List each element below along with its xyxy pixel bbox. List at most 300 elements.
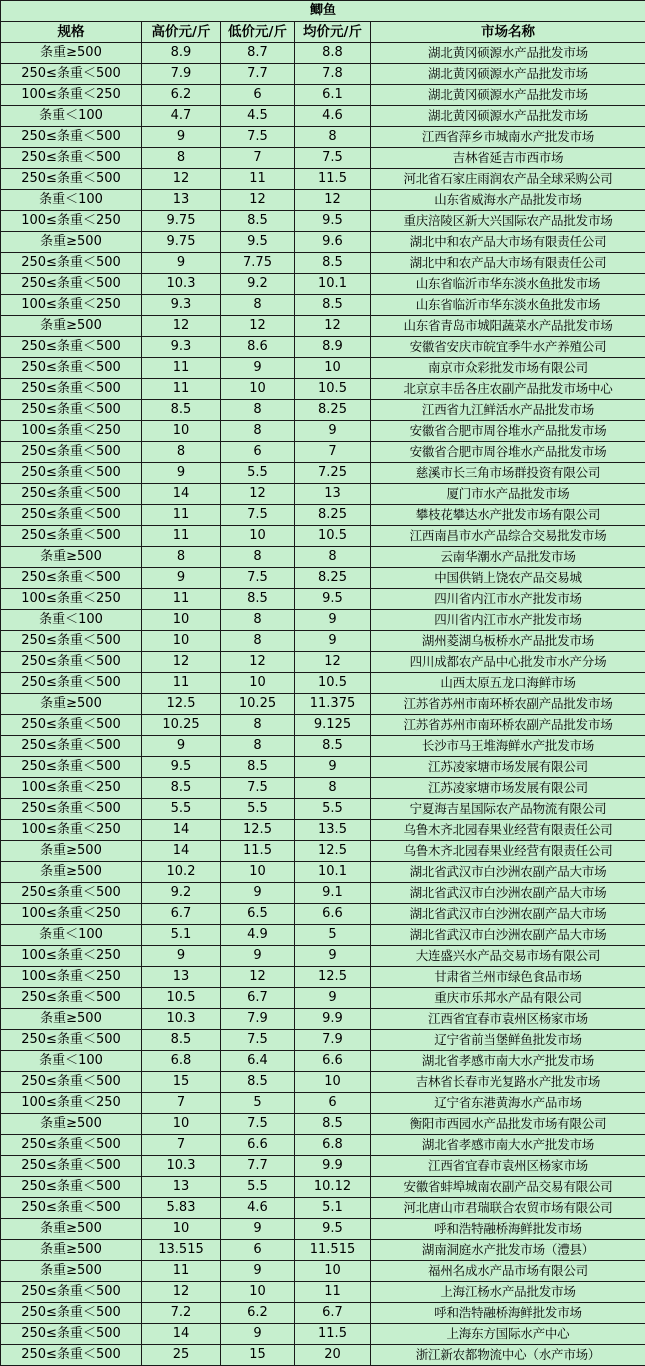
cell-market-name: 北京京丰岳各庄农副产品批发市场中心 (371, 379, 645, 400)
cell-low-price: 6.4 (221, 1051, 295, 1072)
cell-high-price: 13 (142, 190, 221, 211)
table-row (1, 1198, 645, 1219)
cell-avg-price: 7.25 (295, 463, 371, 484)
cell-spec: 250≤条重＜500 (1, 253, 142, 274)
cell-spec: 100≤条重＜250 (1, 967, 142, 988)
cell-low-price: 12 (221, 967, 295, 988)
cell-low-price: 7.5 (221, 568, 295, 589)
cell-avg-price: 6.6 (295, 904, 371, 925)
cell-low-price: 7.5 (221, 127, 295, 148)
cell-high-price: 7.2 (142, 1303, 221, 1324)
cell-high-price: 9 (142, 736, 221, 757)
cell-low-price: 6.5 (221, 904, 295, 925)
cell-low-price: 8 (221, 631, 295, 652)
cell-avg-price: 8 (295, 547, 371, 568)
cell-spec: 250≤条重＜500 (1, 1345, 142, 1366)
table-row (1, 715, 645, 736)
cell-low-price: 9 (221, 1219, 295, 1240)
cell-high-price: 11 (142, 1261, 221, 1282)
cell-spec: 250≤条重＜500 (1, 631, 142, 652)
table-row (1, 232, 645, 253)
cell-avg-price: 9 (295, 988, 371, 1009)
cell-spec: 250≤条重＜500 (1, 1135, 142, 1156)
cell-market-name: 上海东方国际水产中心 (371, 1324, 645, 1345)
cell-spec: 条重＜100 (1, 610, 142, 631)
cell-avg-price: 11.375 (295, 694, 371, 715)
table-row (1, 841, 645, 862)
cell-avg-price: 12 (295, 316, 371, 337)
cell-low-price: 5.5 (221, 1177, 295, 1198)
cell-high-price: 9 (142, 568, 221, 589)
cell-low-price: 5 (221, 1093, 295, 1114)
cell-avg-price: 9 (295, 610, 371, 631)
cell-low-price: 10 (221, 379, 295, 400)
cell-market-name: 攀枝花攀达水产批发市场有限公司 (371, 505, 645, 526)
cell-spec: 250≤条重＜500 (1, 652, 142, 673)
cell-spec: 250≤条重＜500 (1, 715, 142, 736)
table-row (1, 1009, 645, 1030)
cell-high-price: 11 (142, 358, 221, 379)
cell-spec: 250≤条重＜500 (1, 799, 142, 820)
cell-spec: 250≤条重＜500 (1, 1303, 142, 1324)
cell-high-price: 8.5 (142, 400, 221, 421)
header-market-name: 市场名称 (371, 22, 645, 43)
cell-low-price: 10 (221, 862, 295, 883)
table-row (1, 148, 645, 169)
cell-market-name: 安徽省安庆市皖宜季牛水产养殖公司 (371, 337, 645, 358)
cell-market-name: 山东省临沂市华东淡水鱼批发市场 (371, 274, 645, 295)
cell-spec: 250≤条重＜500 (1, 1030, 142, 1051)
table-row (1, 1303, 645, 1324)
cell-low-price: 12 (221, 652, 295, 673)
cell-low-price: 15 (221, 1345, 295, 1366)
cell-low-price: 12 (221, 190, 295, 211)
cell-avg-price: 11.5 (295, 169, 371, 190)
cell-avg-price: 8 (295, 778, 371, 799)
cell-market-name: 湖北省武汉市白沙洲农副产品大市场 (371, 862, 645, 883)
table-row (1, 1093, 645, 1114)
table-row (1, 463, 645, 484)
cell-low-price: 7.5 (221, 505, 295, 526)
cell-market-name: 大连盛兴水产品交易市场有限公司 (371, 946, 645, 967)
cell-high-price: 5.1 (142, 925, 221, 946)
cell-avg-price: 10 (295, 1072, 371, 1093)
cell-avg-price: 12.5 (295, 967, 371, 988)
cell-high-price: 12 (142, 316, 221, 337)
cell-market-name: 湖北黄冈硕源水产品批发市场 (371, 64, 645, 85)
cell-avg-price: 11 (295, 1282, 371, 1303)
cell-spec: 条重＜100 (1, 1051, 142, 1072)
table-row (1, 820, 645, 841)
cell-high-price: 13 (142, 967, 221, 988)
header-low-price: 低价元/斤 (221, 22, 295, 43)
cell-avg-price: 20 (295, 1345, 371, 1366)
title-row (1, 1, 645, 22)
cell-spec: 条重≥500 (1, 1114, 142, 1135)
cell-low-price: 9 (221, 883, 295, 904)
cell-market-name: 山西太原五龙口海鲜市场 (371, 673, 645, 694)
cell-avg-price: 4.6 (295, 106, 371, 127)
header-high-price: 高价元/斤 (142, 22, 221, 43)
cell-spec: 条重≥500 (1, 694, 142, 715)
header-row (1, 22, 645, 43)
cell-market-name: 江苏省苏州市南环桥农副产品批发市场 (371, 715, 645, 736)
table-row (1, 337, 645, 358)
cell-spec: 条重≥500 (1, 1240, 142, 1261)
cell-spec: 250≤条重＜500 (1, 526, 142, 547)
cell-market-name: 安徽省蚌埠城南农副产品交易有限公司 (371, 1177, 645, 1198)
cell-high-price: 10.25 (142, 715, 221, 736)
cell-avg-price: 9 (295, 631, 371, 652)
cell-high-price: 9 (142, 463, 221, 484)
cell-market-name: 江苏省苏州市南环桥农副产品批发市场 (371, 694, 645, 715)
cell-market-name: 四川省内江市水产批发市场 (371, 610, 645, 631)
cell-avg-price: 6.8 (295, 1135, 371, 1156)
cell-high-price: 12.5 (142, 694, 221, 715)
cell-high-price: 6.7 (142, 904, 221, 925)
cell-avg-price: 9.9 (295, 1156, 371, 1177)
table-row (1, 421, 645, 442)
cell-high-price: 8.9 (142, 43, 221, 64)
cell-low-price: 8.5 (221, 1072, 295, 1093)
cell-avg-price: 10.5 (295, 673, 371, 694)
cell-market-name: 山东省临沂市华东淡水鱼批发市场 (371, 295, 645, 316)
cell-low-price: 5.5 (221, 463, 295, 484)
table-row (1, 1282, 645, 1303)
table-row (1, 1177, 645, 1198)
cell-market-name: 湖北省孝感市南大水产批发市场 (371, 1135, 645, 1156)
cell-low-price: 6 (221, 85, 295, 106)
table-row (1, 64, 645, 85)
table-row (1, 862, 645, 883)
table-row (1, 883, 645, 904)
cell-spec: 250≤条重＜500 (1, 757, 142, 778)
cell-avg-price: 8.25 (295, 505, 371, 526)
cell-low-price: 8 (221, 736, 295, 757)
table-row (1, 988, 645, 1009)
cell-high-price: 9.2 (142, 883, 221, 904)
cell-market-name: 辽宁省东港黄海水产品市场 (371, 1093, 645, 1114)
cell-high-price: 4.7 (142, 106, 221, 127)
cell-avg-price: 9.6 (295, 232, 371, 253)
table-row (1, 1240, 645, 1261)
cell-high-price: 5.83 (142, 1198, 221, 1219)
cell-low-price: 6 (221, 442, 295, 463)
cell-avg-price: 8.5 (295, 736, 371, 757)
table-row (1, 85, 645, 106)
cell-market-name: 湖北黄冈硕源水产品批发市场 (371, 106, 645, 127)
cell-avg-price: 6.1 (295, 85, 371, 106)
table-row (1, 1261, 645, 1282)
cell-market-name: 江苏凌家塘市场发展有限公司 (371, 757, 645, 778)
cell-spec: 250≤条重＜500 (1, 337, 142, 358)
cell-market-name: 湖北省武汉市白沙洲农副产品大市场 (371, 925, 645, 946)
cell-avg-price: 9.5 (295, 589, 371, 610)
cell-spec: 250≤条重＜500 (1, 400, 142, 421)
cell-low-price: 12 (221, 316, 295, 337)
cell-spec: 100≤条重＜250 (1, 1093, 142, 1114)
cell-avg-price: 8.9 (295, 337, 371, 358)
cell-avg-price: 9.125 (295, 715, 371, 736)
cell-avg-price: 5.1 (295, 1198, 371, 1219)
cell-high-price: 9.75 (142, 232, 221, 253)
cell-high-price: 8 (142, 547, 221, 568)
cell-spec: 100≤条重＜250 (1, 421, 142, 442)
cell-market-name: 宁夏海吉星国际农产品物流有限公司 (371, 799, 645, 820)
cell-high-price: 9 (142, 946, 221, 967)
cell-market-name: 江西南昌市水产品综合交易批发市场 (371, 526, 645, 547)
cell-spec: 条重＜100 (1, 925, 142, 946)
cell-market-name: 湖北省孝感市南大水产批发市场 (371, 1051, 645, 1072)
cell-low-price: 7.5 (221, 1114, 295, 1135)
cell-high-price: 15 (142, 1072, 221, 1093)
cell-high-price: 14 (142, 1324, 221, 1345)
table-row (1, 799, 645, 820)
cell-market-name: 甘肃省兰州市绿色食品市场 (371, 967, 645, 988)
cell-avg-price: 8.25 (295, 400, 371, 421)
cell-low-price: 8 (221, 715, 295, 736)
cell-market-name: 江苏凌家塘市场发展有限公司 (371, 778, 645, 799)
cell-low-price: 10 (221, 673, 295, 694)
table-row (1, 904, 645, 925)
table-row (1, 295, 645, 316)
table-row (1, 673, 645, 694)
cell-spec: 250≤条重＜500 (1, 274, 142, 295)
cell-high-price: 7 (142, 1135, 221, 1156)
cell-market-name: 江西省九江鲜活水产品批发市场 (371, 400, 645, 421)
table-row (1, 442, 645, 463)
table-row (1, 43, 645, 64)
cell-high-price: 10 (142, 421, 221, 442)
cell-high-price: 10 (142, 631, 221, 652)
cell-low-price: 9 (221, 1324, 295, 1345)
cell-spec: 250≤条重＜500 (1, 1282, 142, 1303)
cell-high-price: 10.3 (142, 1156, 221, 1177)
table-row (1, 1114, 645, 1135)
cell-low-price: 10.25 (221, 694, 295, 715)
cell-avg-price: 11.515 (295, 1240, 371, 1261)
cell-low-price: 9 (221, 1261, 295, 1282)
cell-spec: 250≤条重＜500 (1, 1324, 142, 1345)
cell-market-name: 安徽省合肥市周谷堆水产品批发市场 (371, 442, 645, 463)
cell-low-price: 6 (221, 1240, 295, 1261)
cell-avg-price: 8.5 (295, 295, 371, 316)
cell-spec: 250≤条重＜500 (1, 1198, 142, 1219)
cell-avg-price: 9.5 (295, 1219, 371, 1240)
cell-low-price: 9 (221, 946, 295, 967)
cell-low-price: 8.7 (221, 43, 295, 64)
table-row (1, 484, 645, 505)
cell-market-name: 湖南洞庭水产批发市场（澧县） (371, 1240, 645, 1261)
cell-avg-price: 6 (295, 1093, 371, 1114)
cell-spec: 条重≥500 (1, 232, 142, 253)
table-row (1, 316, 645, 337)
table-row (1, 694, 645, 715)
cell-high-price: 11 (142, 379, 221, 400)
cell-low-price: 7.5 (221, 1030, 295, 1051)
table-row (1, 967, 645, 988)
table-row (1, 1324, 645, 1345)
cell-spec: 100≤条重＜250 (1, 589, 142, 610)
cell-low-price: 7.7 (221, 64, 295, 85)
cell-low-price: 7.75 (221, 253, 295, 274)
cell-spec: 250≤条重＜500 (1, 505, 142, 526)
table-row (1, 547, 645, 568)
table-row (1, 526, 645, 547)
cell-market-name: 乌鲁木齐北园春果业经营有限责任公司 (371, 841, 645, 862)
cell-low-price: 4.9 (221, 925, 295, 946)
table-row (1, 358, 645, 379)
cell-market-name: 山东省青岛市城阳蔬菜水产品批发市场 (371, 316, 645, 337)
cell-high-price: 11 (142, 673, 221, 694)
cell-high-price: 12 (142, 652, 221, 673)
cell-market-name: 江西省宜春市袁州区杨家市场 (371, 1156, 645, 1177)
cell-market-name: 河北省石家庄雨润农产品全球采购公司 (371, 169, 645, 190)
cell-market-name: 云南华潮水产品批发市场 (371, 547, 645, 568)
cell-avg-price: 10 (295, 358, 371, 379)
cell-low-price: 11 (221, 169, 295, 190)
cell-avg-price: 10.5 (295, 526, 371, 547)
cell-spec: 条重≥500 (1, 1009, 142, 1030)
cell-spec: 250≤条重＜500 (1, 169, 142, 190)
cell-market-name: 呼和浩特融桥海鲜批发市场 (371, 1219, 645, 1240)
cell-high-price: 10.3 (142, 1009, 221, 1030)
cell-spec: 条重≥500 (1, 1261, 142, 1282)
cell-spec: 250≤条重＜500 (1, 442, 142, 463)
cell-market-name: 乌鲁木齐北园春果业经营有限责任公司 (371, 820, 645, 841)
cell-spec: 250≤条重＜500 (1, 1177, 142, 1198)
cell-spec: 250≤条重＜500 (1, 673, 142, 694)
cell-low-price: 4.5 (221, 106, 295, 127)
cell-high-price: 10.3 (142, 274, 221, 295)
cell-spec: 250≤条重＜500 (1, 358, 142, 379)
cell-market-name: 呼和浩特融桥海鲜批发市场 (371, 1303, 645, 1324)
cell-market-name: 山东省威海水产品批发市场 (371, 190, 645, 211)
cell-low-price: 8 (221, 610, 295, 631)
cell-market-name: 福州名成水产品市场有限公司 (371, 1261, 645, 1282)
cell-high-price: 5.5 (142, 799, 221, 820)
cell-high-price: 10 (142, 1114, 221, 1135)
cell-spec: 100≤条重＜250 (1, 85, 142, 106)
cell-spec: 250≤条重＜500 (1, 1072, 142, 1093)
cell-low-price: 7 (221, 148, 295, 169)
table-row (1, 211, 645, 232)
cell-spec: 条重＜100 (1, 190, 142, 211)
cell-spec: 250≤条重＜500 (1, 736, 142, 757)
table-row (1, 610, 645, 631)
cell-avg-price: 10.12 (295, 1177, 371, 1198)
cell-high-price: 12 (142, 169, 221, 190)
cell-avg-price: 12.5 (295, 841, 371, 862)
table-row (1, 631, 645, 652)
cell-avg-price: 11.5 (295, 1324, 371, 1345)
cell-spec: 条重≥500 (1, 862, 142, 883)
cell-low-price: 6.7 (221, 988, 295, 1009)
cell-low-price: 8 (221, 400, 295, 421)
table-row (1, 925, 645, 946)
cell-avg-price: 5 (295, 925, 371, 946)
cell-spec: 条重≥500 (1, 1219, 142, 1240)
cell-low-price: 12.5 (221, 820, 295, 841)
table-row (1, 568, 645, 589)
cell-market-name: 南京市众彩批发市场有限公司 (371, 358, 645, 379)
table-row (1, 1156, 645, 1177)
table-row (1, 757, 645, 778)
cell-low-price: 11.5 (221, 841, 295, 862)
table-row (1, 253, 645, 274)
cell-low-price: 9.2 (221, 274, 295, 295)
cell-spec: 100≤条重＜250 (1, 904, 142, 925)
cell-spec: 250≤条重＜500 (1, 484, 142, 505)
table-row (1, 1345, 645, 1366)
cell-avg-price: 10.1 (295, 274, 371, 295)
cell-spec: 250≤条重＜500 (1, 1156, 142, 1177)
cell-high-price: 9.5 (142, 757, 221, 778)
cell-market-name: 上海江杨水产品批发市场 (371, 1282, 645, 1303)
cell-market-name: 江西省宜春市袁州区杨家市场 (371, 1009, 645, 1030)
cell-high-price: 10.2 (142, 862, 221, 883)
cell-avg-price: 7.9 (295, 1030, 371, 1051)
cell-avg-price: 8.25 (295, 568, 371, 589)
cell-spec: 250≤条重＜500 (1, 127, 142, 148)
cell-avg-price: 6.6 (295, 1051, 371, 1072)
cell-high-price: 9.3 (142, 295, 221, 316)
cell-avg-price: 8.5 (295, 253, 371, 274)
cell-spec: 条重＜100 (1, 106, 142, 127)
cell-low-price: 8.5 (221, 589, 295, 610)
cell-low-price: 7.5 (221, 778, 295, 799)
cell-market-name: 湖北中和农产品大市场有限责任公司 (371, 232, 645, 253)
table-row (1, 1219, 645, 1240)
cell-spec: 100≤条重＜250 (1, 820, 142, 841)
cell-low-price: 9 (221, 358, 295, 379)
cell-low-price: 7.7 (221, 1156, 295, 1177)
cell-avg-price: 10.5 (295, 379, 371, 400)
table-row (1, 106, 645, 127)
table-row (1, 946, 645, 967)
cell-market-name: 安徽省合肥市周谷堆水产品批发市场 (371, 421, 645, 442)
cell-high-price: 14 (142, 841, 221, 862)
cell-market-name: 湖北中和农产品大市场有限责任公司 (371, 253, 645, 274)
cell-spec: 250≤条重＜500 (1, 148, 142, 169)
cell-market-name: 四川成都农产品中心批发市水产分场 (371, 652, 645, 673)
header-avg-price: 均价元/斤 (295, 22, 371, 43)
table-row (1, 589, 645, 610)
cell-high-price: 9 (142, 253, 221, 274)
cell-market-name: 湖北黄冈硕源水产品批发市场 (371, 43, 645, 64)
cell-market-name: 湖北省武汉市白沙洲农副产品大市场 (371, 883, 645, 904)
table-row (1, 379, 645, 400)
table-row (1, 400, 645, 421)
cell-high-price: 13 (142, 1177, 221, 1198)
cell-avg-price: 9.9 (295, 1009, 371, 1030)
cell-low-price: 8 (221, 547, 295, 568)
cell-high-price: 9.3 (142, 337, 221, 358)
cell-avg-price: 8 (295, 127, 371, 148)
cell-low-price: 8.5 (221, 211, 295, 232)
cell-high-price: 14 (142, 820, 221, 841)
cell-spec: 250≤条重＜500 (1, 568, 142, 589)
cell-avg-price: 9.5 (295, 211, 371, 232)
cell-low-price: 12 (221, 484, 295, 505)
table-row (1, 652, 645, 673)
cell-spec: 250≤条重＜500 (1, 988, 142, 1009)
cell-market-name: 长沙市马王堆海鲜水产批发市场 (371, 736, 645, 757)
cell-market-name: 江西省萍乡市城南水产批发市场 (371, 127, 645, 148)
cell-low-price: 10 (221, 526, 295, 547)
cell-avg-price: 9.1 (295, 883, 371, 904)
table-title: 鲫鱼 (1, 1, 645, 22)
